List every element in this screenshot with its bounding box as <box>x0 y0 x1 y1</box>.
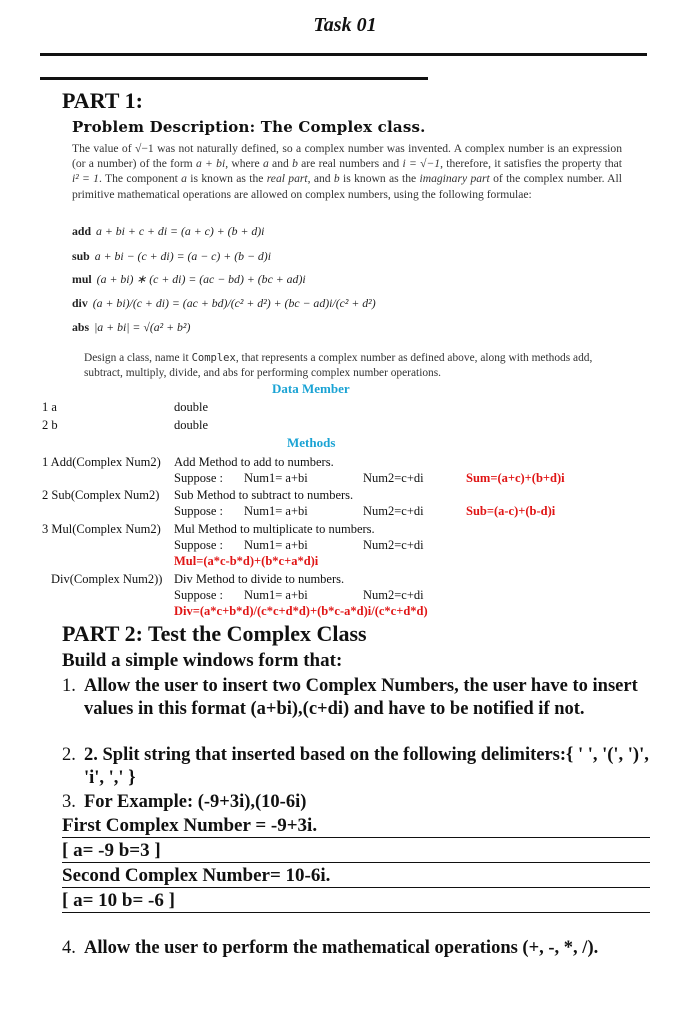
data-member-type: double <box>174 400 209 414</box>
divider <box>62 837 650 838</box>
design-text: Design a class, name it Complex, that represents a complex number as defined above, along with methods add, subtract, multiply, divide, and abs for performing complex number operations. <box>84 352 593 379</box>
formula-sub: sub a + bi − (c + di) = (a − c) + (b − d)i <box>72 249 271 263</box>
method-num1: Num1= a+bi <box>244 538 308 552</box>
data-member-name: 2 b <box>42 418 58 432</box>
list-item: 1. Allow the user to insert two Complex Numbers, the user have to insert values in this format (a+bi),(c+di) and have to be notified if not. <box>62 676 638 719</box>
method-description: Mul Method to multiplicate to numbers. <box>174 522 375 536</box>
divider <box>62 887 650 888</box>
first-complex-number: First Complex Number = -9+3i. <box>62 815 318 836</box>
page-title: Task 01 <box>313 14 377 36</box>
part2-heading: PART 2: Test the Complex Class <box>62 621 367 646</box>
formula-mul: mul (a + bi) ∗ (c + di) = (ac − bd) + (bc + ad)i <box>72 272 306 286</box>
divider <box>62 912 650 913</box>
problem-description: The value of √−1 was not naturally defined, so a complex number was invented. A complex number is an expression (or a number) of the form a + bi, where a and b are real numbers and i = √−1, therefore, it satisfies the property that i² = 1. The component a is known as the real part, and b is known as the imaginary part of the complex number. All primitive mathematical operations are allowed on complex numbers, using the following formulae: <box>72 142 623 201</box>
title-rule-short <box>40 77 428 80</box>
problem-title: Problem Description: The Complex class. <box>72 118 426 136</box>
method-num2: Num2=c+di <box>363 504 424 518</box>
second-complex-number: Second Complex Number= 10-6i. <box>62 865 331 886</box>
method-suppose: Suppose : <box>174 504 223 518</box>
method-signature: 1 Add(Complex Num2) <box>42 455 161 469</box>
method-description: Div Method to divide to numbers. <box>174 572 345 586</box>
method-result: Sum=(a+c)+(b+d)i <box>466 471 565 485</box>
formula-add: add a + bi + c + di = (a + c) + (b + d)i <box>72 224 265 238</box>
method-num2: Num2=c+di <box>363 588 424 602</box>
method-suppose: Suppose : <box>174 538 223 552</box>
method-signature: 2 Sub(Complex Num2) <box>42 488 160 502</box>
build-intro: Build a simple windows form that: <box>62 650 343 671</box>
part1-heading: PART 1: <box>62 88 143 113</box>
divider <box>62 862 650 863</box>
method-suppose: Suppose : <box>174 471 223 485</box>
list-item: 3. For Example: (-9+3i),(10-6i) <box>62 792 307 812</box>
method-num1: Num1= a+bi <box>244 588 308 602</box>
method-num1: Num1= a+bi <box>244 504 308 518</box>
method-description: Add Method to add to numbers. <box>174 455 334 469</box>
method-signature: 3 Mul(Complex Num2) <box>42 522 161 536</box>
formula-abs: abs |a + bi| = √(a² + b²) <box>72 320 191 334</box>
list-item: 4. Allow the user to perform the mathematical operations (+, -, *, /). <box>62 938 599 958</box>
data-member-name: 1 a <box>42 400 57 414</box>
list-item: 2. 2. Split string that inserted based on the following delimiters:{ ' ', '(', ')', 'i', ',' } <box>62 745 649 788</box>
first-complex-values: [ a= -9 b=3 ] <box>62 840 161 861</box>
method-num1: Num1= a+bi <box>244 471 308 485</box>
method-num2: Num2=c+di <box>363 471 424 485</box>
method-result: Mul=(a*c-b*d)+(b*c+a*d)i <box>174 554 319 568</box>
formula-div: div (a + bi)/(c + di) = (ac + bd)/(c² + d²) + (bc − ad)i/(c² + d²) <box>72 296 376 310</box>
methods-heading: Methods <box>287 435 336 450</box>
method-result: Div=(a*c+b*d)/(c*c+d*d)+(b*c-a*d)i/(c*c+d*d) <box>174 604 428 618</box>
method-result: Sub=(a-c)+(b-d)i <box>466 504 556 518</box>
data-member-heading: Data Member <box>272 381 350 396</box>
method-description: Sub Method to subtract to numbers. <box>174 488 354 502</box>
title-rule-long <box>40 53 647 56</box>
method-signature: Div(Complex Num2)) <box>51 572 163 586</box>
method-num2: Num2=c+di <box>363 538 424 552</box>
second-complex-values: [ a= 10 b= -6 ] <box>62 890 175 911</box>
data-member-type: double <box>174 418 209 432</box>
method-suppose: Suppose : <box>174 588 223 602</box>
